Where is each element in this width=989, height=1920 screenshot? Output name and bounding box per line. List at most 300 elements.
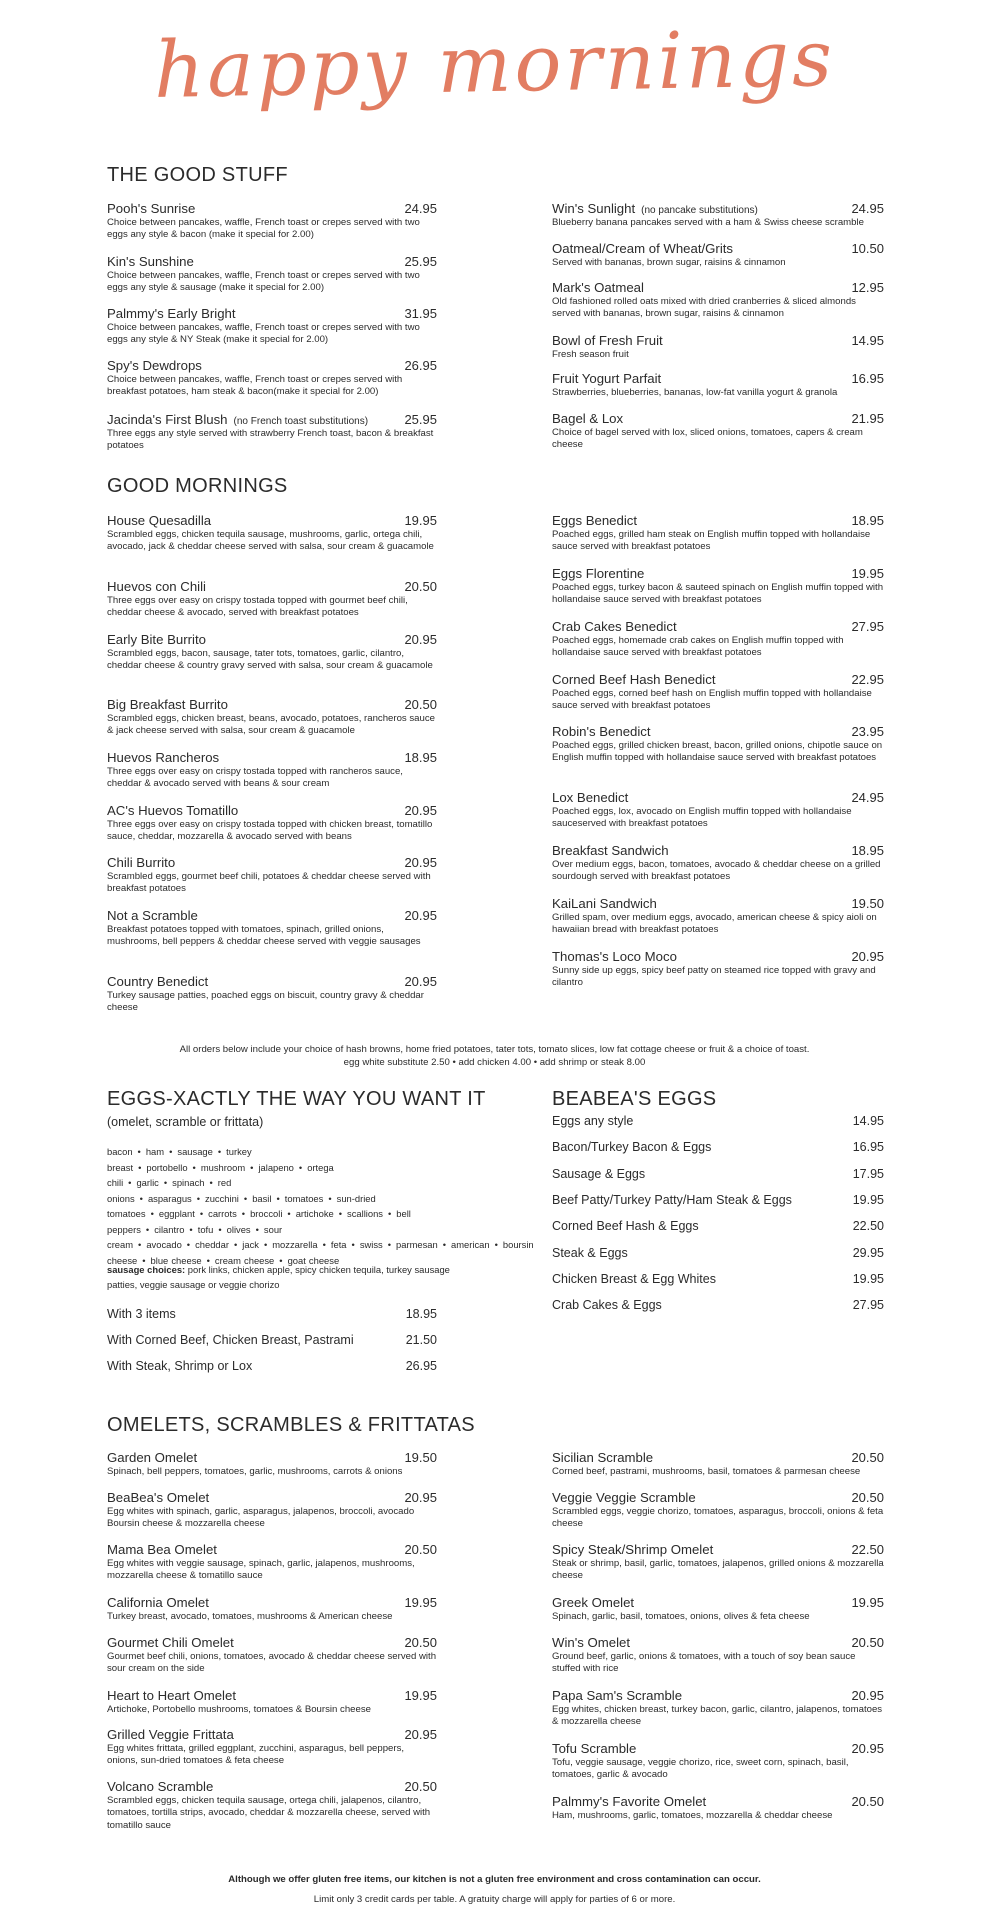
menu-item-header: [107, 1595, 437, 1610]
bullet-separator: •: [388, 1208, 392, 1219]
menu-item-name: Palmmy's Early Bright: [107, 306, 236, 321]
bullet-separator: •: [150, 1208, 154, 1219]
menu-item-header: [107, 855, 437, 870]
ingredient: bacon: [107, 1146, 133, 1157]
menu-item: [552, 1741, 884, 1782]
menu-item-name: Spy's Dewdrops: [107, 358, 202, 373]
menu-item-name: Sicilian Scramble: [552, 1450, 654, 1465]
menu-item-description: Three eggs over easy on crispy tostada topped with gourmet beef chili, cheddar cheese & avocado, served with breakfast potatoes: [107, 595, 408, 619]
menu-item-header: [107, 1635, 437, 1650]
menu-item-description: Turkey sausage patties, poached eggs on biscuit, country gravy & cheddar cheese: [107, 990, 424, 1014]
menu-item-name: Corned Beef Hash Benedict: [552, 672, 716, 687]
menu-item: [107, 579, 437, 620]
price-row-price: 17.95: [852, 1167, 884, 1181]
ingredient-list: [107, 1144, 534, 1268]
menu-item-description: Egg whites with veggie sausage, spinach, garlic, jalapenos, mushrooms, mozzarella cheese & tomatillo sauce: [107, 1558, 415, 1582]
menu-item-name: Eggs Florentine: [552, 566, 645, 581]
menu-item-header: [552, 333, 884, 348]
menu-item-price: 20.95: [404, 1727, 437, 1742]
bullet-separator: •: [276, 1192, 280, 1204]
bullet-separator: •: [263, 1239, 268, 1250]
menu-item: [552, 333, 884, 361]
menu-item-description: Old fashioned rolled oats mixed with dried cranberries & sliced almonds served with bananas, brown sugar, raisins & cinnamon: [552, 296, 856, 320]
menu-item-description: Scrambled eggs, gourmet beef chili, potatoes & cheddar cheese served with breakfast potatoes: [107, 871, 431, 895]
menu-item-price: 22.50: [851, 1542, 884, 1557]
menu-item-description: Scrambled eggs, chicken tequila sausage, mushrooms, garlic, ortega chili, avocado, jack & cheddar cheese served with salsa, sour cream & guacamole: [107, 529, 434, 553]
menu-item-name: Bagel & Lox: [552, 411, 624, 426]
menu-item-header: [107, 1688, 437, 1703]
menu-item-description: Three eggs any style served with strawberry French toast, bacon & breakfast potatoes: [107, 428, 434, 452]
price-row-name: Corned Beef Hash & Eggs: [552, 1219, 699, 1233]
price-row: [552, 1272, 884, 1286]
menu-item-name: Veggie Veggie Scramble: [552, 1490, 696, 1505]
price-row: [552, 1219, 884, 1233]
menu-item-price: 20.95: [404, 855, 437, 870]
menu-item-name: Eggs Benedict: [552, 513, 638, 528]
ingredient: cream cheese: [214, 1254, 275, 1266]
ingredient: basil: [252, 1192, 272, 1204]
menu-item-description: Egg whites, chicken breast, turkey bacon, garlic, cilantro, jalapenos, tomatoes & mozzarella cheese: [552, 1704, 883, 1728]
menu-item-name: Heart to Heart Omelet: [107, 1688, 236, 1703]
menu-item: [552, 513, 884, 554]
menu-item-description: Grilled spam, over medium eggs, avocado, american cheese & spicy aioli on hawaiian bread with breakfast potatoes: [552, 912, 877, 936]
menu-item: [552, 1635, 884, 1676]
menu-item-header: [552, 843, 884, 858]
menu-item-header: [107, 697, 437, 712]
menu-item: [107, 306, 437, 347]
price-row-name: With Steak, Shrimp or Lox: [107, 1359, 253, 1373]
price-row-name: Bacon/Turkey Bacon & Eggs: [552, 1140, 712, 1154]
menu-item-name: Huevos Rancheros: [107, 750, 220, 765]
menu-item-description: Choice of bagel served with lox, sliced onions, tomatoes, capers & cream cheese: [552, 427, 863, 451]
menu-item: [107, 201, 437, 242]
bullet-separator: •: [199, 1208, 204, 1219]
menu-item-name: Grilled Veggie Frittata: [107, 1727, 234, 1742]
menu-item-price: 19.95: [851, 566, 884, 581]
ingredient: blue cheese: [150, 1254, 202, 1266]
ingredient: turkey breast: [107, 1146, 252, 1173]
menu-item: [552, 619, 884, 660]
menu-item-price: 21.95: [851, 411, 884, 426]
menu-item: [552, 672, 884, 713]
ingredient: sausage: [177, 1146, 213, 1157]
menu-item-description: Egg whites with spinach, garlic, asparagus, jalapenos, broccoli, avocado Boursin cheese & mozzarella cheese: [107, 1506, 415, 1530]
bullet-separator: •: [128, 1177, 132, 1188]
menu-item-header: [552, 371, 884, 386]
menu-item-price: 20.50: [404, 579, 437, 594]
section-heading-good-mornings: GOOD MORNINGS: [107, 475, 288, 497]
ingredient: garlic: [136, 1177, 159, 1188]
menu-item-price: 10.50: [851, 241, 884, 256]
price-row-name: Sausage & Eggs: [552, 1167, 646, 1181]
menu-item-description: Sunny side up eggs, spicy beef patty on steamed rice topped with gravy and cilantro: [552, 965, 876, 989]
gluten-free-notice: Although we offer gluten free items, our kitchen is not a gluten free environment and cross contamination can occur.: [228, 1874, 761, 1885]
menu-item-price: 25.95: [404, 412, 437, 427]
menu-item-description: Three eggs over easy on crispy tostada topped with chicken breast, tomatillo sauce, cheddar, mozzarella & avocado served with beans: [107, 819, 433, 843]
menu-item-name: Early Bite Burrito: [107, 632, 206, 647]
menu-item-description: Poached eggs, grilled ham steak on English muffin topped with hollandaise sauce served with breakfast potatoes: [552, 529, 871, 553]
menu-item-header: [552, 1542, 884, 1557]
menu-item-name: Bowl of Fresh Fruit: [552, 333, 663, 348]
menu-item-description: Scrambled eggs, bacon, sausage, tater tots, tomatoes, garlic, cilantro, cheddar cheese & country gravy served with salsa, sour cream & guacamole: [107, 648, 433, 672]
ingredient: jalapeno: [258, 1161, 294, 1173]
bullet-separator: •: [250, 1161, 254, 1173]
menu-item: [552, 566, 884, 607]
price-row-price: 22.50: [852, 1219, 884, 1233]
price-row-price: 21.50: [405, 1333, 437, 1347]
ingredient: artichoke: [295, 1208, 334, 1219]
menu-item-price: 20.50: [851, 1490, 884, 1505]
menu-item-price: 19.95: [404, 513, 437, 528]
menu-item: [552, 1542, 884, 1583]
menu-item: [552, 1595, 884, 1623]
price-row-price: 14.95: [852, 1114, 884, 1128]
ingredient: tomatoes: [284, 1192, 324, 1204]
ingredient: scallions: [347, 1208, 383, 1219]
menu-item-price: 20.95: [851, 1688, 884, 1703]
sausage-choices-label: sausage choices:: [107, 1264, 186, 1275]
bullet-separator: •: [209, 1177, 213, 1188]
menu-item: [552, 896, 884, 937]
section-heading-omelets: OMELETS, SCRAMBLES & FRITTATAS: [107, 1414, 475, 1436]
bullet-separator: •: [243, 1192, 248, 1204]
price-row-price: 29.95: [852, 1246, 884, 1260]
ingredient: spinach: [172, 1177, 205, 1188]
menu-item-name: Greek Omelet: [552, 1595, 635, 1610]
bullet-separator: •: [189, 1223, 193, 1235]
menu-item-header: [107, 1727, 437, 1742]
price-row: [107, 1307, 437, 1321]
menu-item-price: 19.50: [404, 1450, 437, 1465]
menu-item: [552, 790, 884, 831]
price-row-name: Eggs any style: [552, 1114, 634, 1128]
menu-item-header: [107, 412, 437, 427]
menu-item: [107, 697, 437, 738]
menu-item-header: [552, 949, 884, 964]
menu-item-price: 20.50: [404, 697, 437, 712]
menu-item-price: 14.95: [851, 333, 884, 348]
menu-item-description: Steak or shrimp, basil, garlic, tomatoes, jalapenos, grilled onions & mozzarella cheese: [552, 1558, 884, 1582]
menu-item-header: [552, 1450, 884, 1465]
price-row-name: With 3 items: [107, 1307, 176, 1321]
ingredient: goat cheese: [287, 1254, 340, 1266]
menu-item-header: [107, 513, 437, 528]
price-row-price: 18.95: [405, 1307, 437, 1321]
menu-item: [107, 908, 437, 949]
menu-item-header: [552, 1490, 884, 1505]
menu-item-price: 19.95: [404, 1688, 437, 1703]
bullet-separator: •: [328, 1192, 332, 1204]
ingredient: red onions: [107, 1177, 232, 1204]
ingredient: cheddar: [195, 1239, 229, 1250]
price-row-price: 19.95: [852, 1193, 884, 1207]
ingredient: parmesan: [396, 1239, 438, 1250]
menu-item: [107, 254, 437, 295]
menu-item: [552, 1450, 884, 1478]
menu-item-name: Kin's Sunshine: [107, 254, 194, 269]
menu-item-price: 20.95: [404, 1490, 437, 1505]
menu-item-name: House Quesadilla: [107, 513, 212, 528]
menu-item: [552, 411, 884, 452]
menu-item-price: 18.95: [851, 843, 884, 858]
menu-item-description: Three eggs over easy on crispy tostada topped with rancheros sauce, cheddar & avocado served with beans & sour cream: [107, 766, 403, 790]
bullet-separator: •: [169, 1146, 173, 1157]
menu-item-price: 12.95: [851, 280, 884, 295]
menu-item-note: (no pancake substitutions): [641, 205, 758, 216]
menu-item-price: 19.50: [851, 896, 884, 911]
bullet-separator: •: [218, 1223, 222, 1235]
menu-item-name: Mark's Oatmeal: [552, 280, 644, 295]
price-row: [107, 1359, 437, 1373]
menu-item-price: 23.95: [851, 724, 884, 739]
menu-item-header: [552, 1794, 884, 1809]
menu-item-header: [107, 579, 437, 594]
menu-item-header: [107, 201, 437, 216]
menu-item-description: Served with bananas, brown sugar, raisins & cinnamon: [552, 257, 786, 268]
menu-item-description: Scrambled eggs, chicken tequila sausage, ortega chili, jalapenos, cilantro, tomatoes, tortilla strips, avocado, cheddar & mozzarella cheese, served with tomatillo sauce: [107, 1795, 431, 1831]
ingredient: portobello: [146, 1161, 188, 1173]
price-row-name: Steak & Eggs: [552, 1246, 628, 1260]
menu-item-name: Spicy Steak/Shrimp Omelet: [552, 1542, 714, 1557]
menu-item-name: Robin's Benedict: [552, 724, 651, 739]
sausage-choices-text: pork links, chicken apple, spicy chicken tequila, turkey sausage patties, veggie sausage or veggie chorizo: [107, 1264, 450, 1290]
menu-item-price: 19.95: [404, 1595, 437, 1610]
menu-item-header: [107, 1490, 437, 1505]
menu-item-description: Choice between pancakes, waffle, French toast or crepes served with two eggs any style & NY Steak (make it special for 2.00): [107, 322, 420, 346]
menu-item-name: Chili Burrito: [107, 855, 176, 870]
bullet-separator: •: [163, 1177, 168, 1188]
bullet-separator: •: [241, 1208, 246, 1219]
section-heading-beabea-eggs: BEABEA'S EGGS: [552, 1088, 717, 1110]
ingredient: american: [451, 1239, 490, 1250]
ingredient: mozzarella: [272, 1239, 318, 1250]
bullet-separator: •: [137, 1146, 141, 1157]
bullet-separator: •: [139, 1192, 143, 1204]
menu-item-header: [552, 513, 884, 528]
bullet-separator: •: [233, 1239, 238, 1250]
menu-item-description: Gourmet beef chili, onions, tomatoes, avocado & cheddar cheese served with sour cream on the side: [107, 1651, 437, 1675]
ingredient: feta: [330, 1239, 347, 1250]
menu-item-description: Poached eggs, grilled chicken breast, bacon, grilled onions, chipotle sauce on English muffin topped with hollandaise sauce served with breakfast potatoes: [552, 740, 883, 764]
menu-item-description: Turkey breast, avocado, tomatoes, mushrooms & American cheese: [107, 1611, 393, 1622]
menu-item-name: BeaBea's Omelet: [107, 1490, 210, 1505]
menu-item-description: Choice between pancakes, waffle, French toast or crepes served with two eggs any style & sausage (make it special for 2.00): [107, 270, 420, 294]
menu-item: [107, 1490, 437, 1531]
menu-item-name: KaiLani Sandwich: [552, 896, 657, 911]
ingredient: eggplant: [158, 1208, 195, 1219]
orders-note-line2: egg white substitute 2.50 • add chicken 4.00 • add shrimp or steak 8.00: [343, 1057, 646, 1068]
menu-item-price: 20.50: [404, 1779, 437, 1794]
menu-item-name: AC's Huevos Tomatillo: [107, 803, 239, 818]
section-heading-good-stuff: THE GOOD STUFF: [107, 164, 288, 186]
menu-item-description: Tofu, veggie sausage, veggie chorizo, rice, sweet corn, spinach, basil, tomatoes, garlic & avocado: [552, 1757, 849, 1781]
menu-item-header: [552, 280, 884, 295]
ingredient: bell peppers: [107, 1208, 411, 1235]
menu-item-header: [552, 411, 884, 426]
bullet-separator: •: [298, 1161, 303, 1173]
menu-item: [552, 280, 884, 321]
menu-item-description: Egg whites frittata, grilled eggplant, zucchini, asparagus, bell peppers, onions, sun-dried tomatoes & feta cheese: [107, 1743, 405, 1767]
ingredient: cilantro: [154, 1223, 185, 1235]
menu-item: [107, 632, 437, 673]
menu-item-price: 16.95: [851, 371, 884, 386]
menu-item-description: Scrambled eggs, veggie chorizo, tomatoes, asparagus, broccoli, onions & feta cheese: [552, 1506, 884, 1530]
bullet-separator: •: [138, 1161, 142, 1173]
menu-item: [552, 843, 884, 884]
price-row: [552, 1246, 884, 1260]
menu-item-price: 20.95: [404, 908, 437, 923]
menu-item-price: 24.95: [851, 201, 884, 216]
ingredient: olives: [226, 1223, 251, 1235]
menu-item-price: 20.95: [404, 632, 437, 647]
menu-item: [107, 513, 437, 554]
menu-item-price: 19.95: [851, 1595, 884, 1610]
ingredient: ortega chili: [107, 1161, 334, 1188]
menu-item-description: Spinach, bell peppers, tomatoes, garlic, mushrooms, carrots & onions: [107, 1466, 403, 1477]
menu-item: [552, 201, 884, 229]
bullet-separator: •: [196, 1192, 201, 1204]
menu-item: [107, 412, 437, 453]
menu-item: [552, 724, 884, 765]
menu-item: [107, 1595, 437, 1623]
menu-item-description: Choice between pancakes, waffle, French toast or crepes served with two eggs any style & bacon (make it special for 2.00): [107, 217, 420, 241]
menu-item: [107, 1727, 437, 1768]
menu-item-header: [107, 750, 437, 765]
menu-item-header: [107, 908, 437, 923]
menu-item-note: (no French toast substitutions): [233, 416, 369, 427]
bullet-separator: •: [138, 1239, 142, 1250]
menu-item-price: 20.50: [851, 1794, 884, 1809]
menu-item-header: [552, 790, 884, 805]
menu-item-description: Fresh season fruit: [552, 349, 629, 360]
menu-item-name: Oatmeal/Cream of Wheat/Grits: [552, 241, 734, 256]
menu-item-description: Strawberries, blueberries, bananas, low-fat vanilla yogurt & granola: [552, 387, 838, 398]
price-row-price: 16.95: [852, 1140, 884, 1154]
price-row: [552, 1167, 884, 1181]
menu-item-description: Corned beef, pastrami, mushrooms, basil, tomatoes & parmesan cheese: [552, 1466, 861, 1477]
ingredient: zucchini: [205, 1192, 239, 1204]
menu-item-header: [552, 566, 884, 581]
ingredient: sour cream: [107, 1223, 283, 1250]
menu-item-name: Gourmet Chili Omelet: [107, 1635, 234, 1650]
price-row-price: 19.95: [852, 1272, 884, 1286]
menu-item: [107, 1635, 437, 1676]
menu-item-name: Mama Bea Omelet: [107, 1542, 217, 1557]
menu-item-header: [107, 1779, 437, 1794]
menu-item-description: Over medium eggs, bacon, tomatoes, avocado & cheddar cheese on a grilled sourdough served with breakfast potatoes: [552, 859, 881, 883]
bullet-separator: •: [217, 1146, 222, 1157]
bullet-separator: •: [494, 1239, 498, 1250]
menu-item-price: 20.50: [851, 1450, 884, 1465]
sausage-choices: [107, 1262, 452, 1292]
menu-item: [552, 1794, 884, 1822]
price-row-price: 27.95: [852, 1298, 884, 1312]
menu-item-price: 20.95: [404, 803, 437, 818]
menu-item-description: Breakfast potatoes topped with tomatoes, spinach, grilled onions, mushrooms, bell peppers & cheddar cheese served with veggie sausages: [107, 924, 421, 948]
ingredient: jack: [242, 1239, 259, 1250]
menu-item-header: [107, 1542, 437, 1557]
menu-item: [552, 241, 884, 269]
price-row: [552, 1114, 884, 1128]
menu-item-description: Spinach, garlic, basil, tomatoes, onions, olives & feta cheese: [552, 1611, 810, 1622]
menu-item-description: Scrambled eggs, chicken breast, beans, avocado, potatoes, rancheros sauce & jack cheese served with salsa, sour cream & guacamole: [107, 713, 435, 737]
menu-item-name: California Omelet: [107, 1595, 209, 1610]
bullet-separator: •: [192, 1161, 196, 1173]
menu-item-name: Huevos con Chili: [107, 579, 206, 594]
menu-item-name: Country Benedict: [107, 974, 209, 989]
menu-item-price: 27.95: [851, 619, 884, 634]
menu-item-price: 18.95: [404, 750, 437, 765]
menu-item: [552, 949, 884, 990]
menu-item-header: [552, 1595, 884, 1610]
menu-item: [107, 750, 437, 791]
menu-item-price: 20.50: [404, 1542, 437, 1557]
price-row: [552, 1298, 884, 1312]
bullet-separator: •: [338, 1208, 343, 1219]
menu-item-name: Fruit Yogurt Parfait: [552, 371, 662, 386]
ingredient: boursin cheese: [107, 1239, 534, 1266]
menu-item-header: [107, 803, 437, 818]
ingredient: ham: [145, 1146, 165, 1157]
orders-note: [0, 1043, 989, 1069]
menu-item: [107, 855, 437, 896]
menu-item: [107, 803, 437, 844]
orders-note-line1: All orders below include your choice of hash browns, home fried potatoes, tater tots, tomato slices, low fat cottage cheese or fruit & a choice of toast.: [179, 1044, 810, 1055]
menu-item-description: Poached eggs, homemade crab cakes on English muffin topped with hollandaise sauce served with breakfast potatoes: [552, 635, 844, 659]
menu-item-header: [552, 619, 884, 634]
menu-item-price: 18.95: [851, 513, 884, 528]
ingredient: sun-dried tomatoes: [107, 1192, 376, 1219]
menu-item: [107, 1450, 437, 1478]
menu-item-name: Win's Sunlight: [552, 201, 636, 216]
menu-item: [552, 1688, 884, 1729]
menu-item-name: Tofu Scramble: [552, 1741, 637, 1756]
bullet-separator: •: [351, 1239, 355, 1250]
menu-item-description: Poached eggs, lox, avocado on English muffin topped with hollandaise sauceserved with breakfast potatoes: [552, 806, 852, 830]
menu-item-header: [107, 306, 437, 321]
price-row-name: Chicken Breast & Egg Whites: [552, 1272, 716, 1286]
menu-item-price: 20.50: [851, 1635, 884, 1650]
menu-item-header: [107, 974, 437, 989]
ingredient: broccoli: [250, 1208, 283, 1219]
menu-item: [107, 1542, 437, 1583]
ingredient: mushroom: [200, 1161, 246, 1173]
menu-item-name: Big Breakfast Burrito: [107, 697, 228, 712]
menu-item-header: [552, 724, 884, 739]
menu-item-price: 20.50: [404, 1635, 437, 1650]
bullet-separator: •: [287, 1208, 291, 1219]
menu-item-description: Artichoke, Portobello mushrooms, tomatoes & Boursin cheese: [107, 1704, 371, 1715]
menu-item-header: [552, 201, 884, 216]
bullet-separator: •: [322, 1239, 326, 1250]
menu-item-price: 20.95: [851, 949, 884, 964]
price-row: [552, 1193, 884, 1207]
menu-item-header: [552, 1635, 884, 1650]
bullet-separator: •: [255, 1223, 259, 1235]
menu-item-header: [552, 1741, 884, 1756]
menu-item-name: Palmmy's Favorite Omelet: [552, 1794, 707, 1809]
menu-item: [107, 1688, 437, 1716]
price-row: [552, 1140, 884, 1154]
menu-item: [107, 358, 437, 399]
menu-item-name: Pooh's Sunrise: [107, 201, 196, 216]
menu-item-header: [552, 241, 884, 256]
menu-item-name: Papa Sam's Scramble: [552, 1688, 683, 1703]
menu-item-name: Volcano Scramble: [107, 1779, 214, 1794]
ingredient: carrots: [208, 1208, 237, 1219]
menu-item-description: Blueberry banana pancakes served with a ham & Swiss cheese scramble: [552, 217, 864, 228]
bullet-separator: •: [387, 1239, 392, 1250]
